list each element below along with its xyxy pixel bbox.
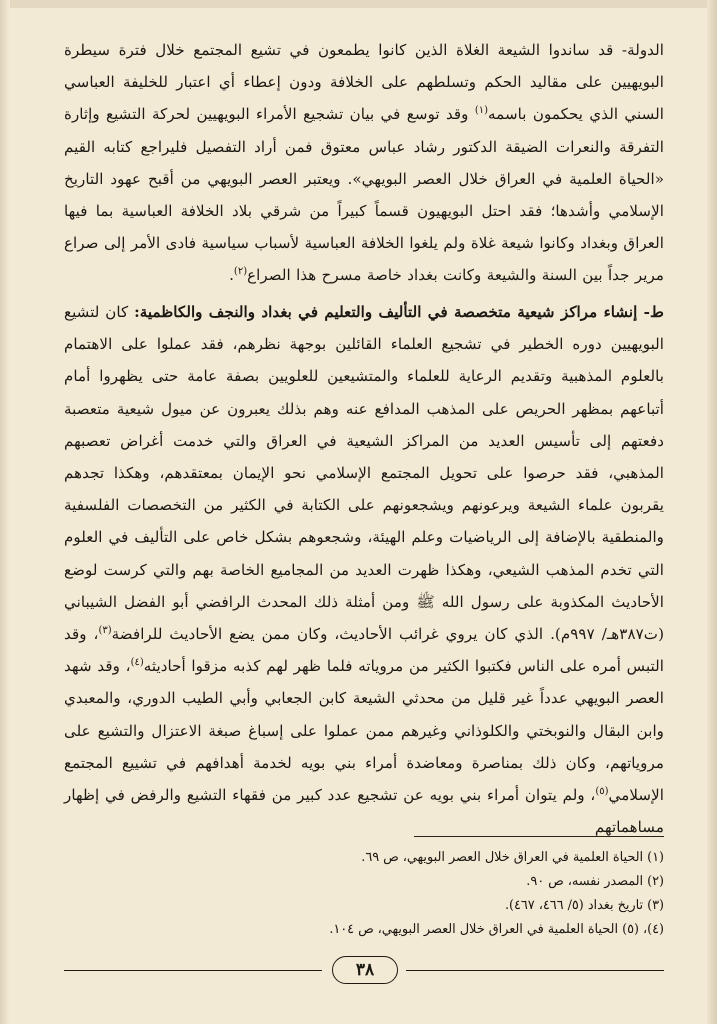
footnote-ref-1[interactable]: (١) [474, 105, 489, 117]
footnote-item: (٣) تاريخ بغداد (٥/ ٤٦٦، ٤٦٧). [504, 898, 664, 913]
page-number-ornament [64, 956, 664, 984]
paragraph-2-text-a: كان لتشيع البويهيين دوره الخطير في تشجيع العلماء القائلين بوجهة نظرهم، فقد عملوا على الاهتمام بالعلوم المذهبية وتقديم الرعاية للعلماء والمتشيعين للعلويين بصفة عامة حتى يظهروا أمام أتباعهم بمظهر الحريص على المذهب المدافع عنه وهم بذلك يعبرون عن ميول شيعية متعصبة دفعتهم إلى تأسيس العديد من المراكز الشيعية في العراق والتي خدمت أغراض تعصبهم المذهبي، فقد حرصوا على تحويل المجتمع الإسلامي نحو الإيمان بمعتقدهم، وهكذا تجدهم يقربون علماء الشيعة ويرعونهم ويشجعونهم على الكتابة في الكثير من التخصصات الفلسفية والمنطقية بالإضافة إلى الرياضيات وعلم الهيئة، وشجعوهم بشكل خاص على التأليف في العلوم التي تخدم المذهب الشيعي، وهكذا ظهرت العديد من المجاميع الخاصة بهم والتي كرست لوضع الأحاديث المكذوبة على رسول الله ﷺ ومن أمثلة ذلك المحدث الرافضي أبو الفضل الشيباني (ت٣٨٧هـ/ ٩٩٧م). الذي كان يروي غرائب الأحاديث، وكان ممن يضع الأحاديث للرافضة [64, 303, 665, 644]
footnotes-list [64, 846, 664, 942]
paragraph-2 [64, 296, 664, 843]
paragraph-1 [64, 34, 664, 292]
paragraph-1-text-b: وقد توسع في بيان تشجيع الأمراء البويهيين لحركة التشيع وإثارة التفرقة والنعرات الضيقة الدكتور رشاد عباس معتوق فمن أراد التفصيل فليراجع كتابه القيم «الحياة العلمية في العراق خلال العصر البويهي». ويعتبر العصر البويهي من أقبح عهود التاريخ الإسلامي وأشدها؛ فقد احتل البويهيون قسماً كبيراً من شرقي بلاد الخلافة العباسية بما فيها العراق وبغداد وكانوا شيعة غلاة ولم يلغوا الخلافة العباسية لأسباب سياسية فادى الأمر إلى صراع مرير جداً بين السنة والشيعة وكانت بغداد خاصة مسرح هذا الصراع [64, 105, 664, 285]
page-top-edge [0, 0, 717, 8]
footnote-divider [414, 836, 664, 837]
paragraph-1-end: . [229, 266, 234, 285]
page-right-edge [707, 0, 717, 1024]
section-marker: ط- [643, 303, 665, 321]
paragraph-2-text-d: ، ولم يتوان أمراء بني بويه عن تشجيع عدد كبير من فقهاء التشيع والرفض في إظهار مساهماتهم [64, 786, 664, 837]
page-left-edge [0, 0, 10, 1024]
footnote-ref-3[interactable]: (٣) [98, 625, 112, 637]
folio-rule-left [64, 970, 322, 971]
footnote-ref-2[interactable]: (٢) [233, 266, 248, 278]
folio-rule-right [406, 970, 664, 971]
footnote-ref-4[interactable]: (٤) [130, 657, 144, 669]
section-heading: إنشاء مراكز شيعية متخصصة في التأليف والتعليم في بغداد والنجف والكاظمية: [134, 303, 644, 321]
paragraph-2-text-b: ، وقد التبس أمره على الناس فكتبوا الكثير من مروياته فلما ظهر لهم كذبه مزقوا أحاديثه [64, 625, 664, 676]
book-page [64, 34, 664, 1014]
page-number: ٣٨ [332, 956, 398, 984]
footnote-item: (٢) المصدر نفسه، ص ٩٠. [526, 874, 664, 889]
paragraph-1-text: الدولة- قد ساندوا الشيعة الغلاة الذين كانوا يطمعون في تشيع المجتمع خلال فترة سيطرة البويهيين على مقاليد الحكم وتسلطهم على الخلافة ودون إعطاء أي اعتبار للخليفة العباسي السني الذي يحكمون باسمه [64, 41, 664, 124]
footnote-ref-5[interactable]: (٥) [595, 786, 609, 798]
paragraph-2-text-c: ، وقد شهد العصر البويهي عدداً غير قليل من محدثي الشيعة كابن الجعابي وأبي الطيب الدوري، والمعبدي وابن البقال والنوبختي والكلوذاني وغيرهم ممن عملوا على إسباغ صبغة الاعتزال والتشيع على مروياتهم، وكان ذلك بمناصرة ومعاضدة أمراء بني بويه لخدمة أهدافهم في تشييع المجتمع الإسلامي [64, 657, 664, 805]
footnote-item: (٤)، (٥) الحياة العلمية في العراق خلال العصر البويهي، ص ١٠٤. [329, 922, 664, 937]
footnote-item: (١) الحياة العلمية في العراق خلال العصر البويهي، ص ٦٩. [361, 850, 664, 865]
